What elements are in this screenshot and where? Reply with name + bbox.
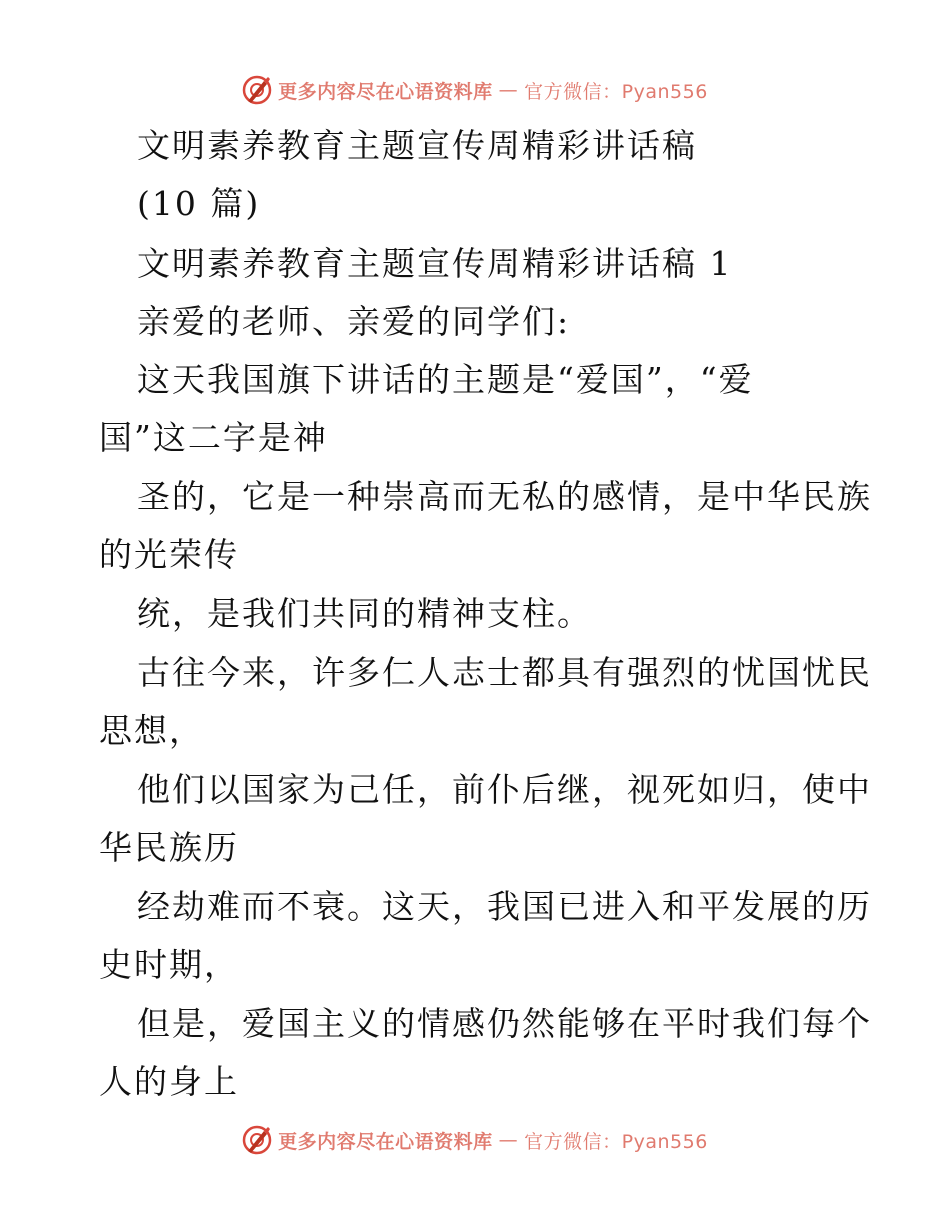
banner-content — [242, 75, 708, 105]
footer-banner — [0, 1120, 950, 1160]
paragraph-line: 国”这二字是神 — [99, 418, 328, 457]
paragraph-line: 这天我国旗下讲话的主题是“爱国”，“爱 — [137, 360, 754, 399]
doc-title-line-1: 文明素养教育主题宣传周精彩讲话稿 — [137, 126, 697, 165]
pen-logo-icon — [242, 75, 272, 105]
banner-title: 更多内容尽在心语资料库 — [278, 1130, 493, 1153]
doc-title-line-2: (10 篇) — [137, 184, 261, 223]
paragraph-line: 但是，爱国主义的情感仍然能够在平时我们每个 — [137, 1004, 872, 1043]
paragraph-line: 经劫难而不衰。这天，我国已进入和平发展的历 — [137, 887, 872, 926]
paragraph-line: 人的身上 — [99, 1062, 239, 1101]
paragraph-line: 古往今来，许多仁人志士都具有强烈的忧国忧民 — [137, 653, 872, 692]
paragraph-line: 的光荣传 — [99, 535, 239, 574]
header-banner — [0, 70, 950, 110]
paragraph-line: 史时期， — [99, 945, 239, 984]
banner-separator: — — [498, 79, 519, 101]
pen-logo-icon — [242, 1125, 272, 1155]
paragraph-line: 思想， — [99, 711, 204, 750]
paragraph-line: 圣的，它是一种崇高而无私的感情，是中华民族 — [137, 477, 872, 516]
banner-contact: 官方微信：Pyan556 — [524, 1130, 708, 1153]
paragraph-line: 华民族历 — [99, 828, 239, 867]
banner-title: 更多内容尽在心语资料库 — [278, 80, 493, 103]
banner-contact: 官方微信：Pyan556 — [524, 80, 708, 103]
banner-separator: — — [498, 1129, 519, 1151]
paragraph-line: 亲爱的老师、亲爱的同学们: — [137, 302, 571, 341]
paragraph-line: 他们以国家为己任，前仆后继，视死如归，使中 — [137, 770, 872, 809]
section-heading: 文明素养教育主题宣传周精彩讲话稿 1 — [137, 244, 733, 283]
banner-content — [242, 1125, 708, 1155]
paragraph-line: 统，是我们共同的精神支柱。 — [137, 594, 592, 633]
